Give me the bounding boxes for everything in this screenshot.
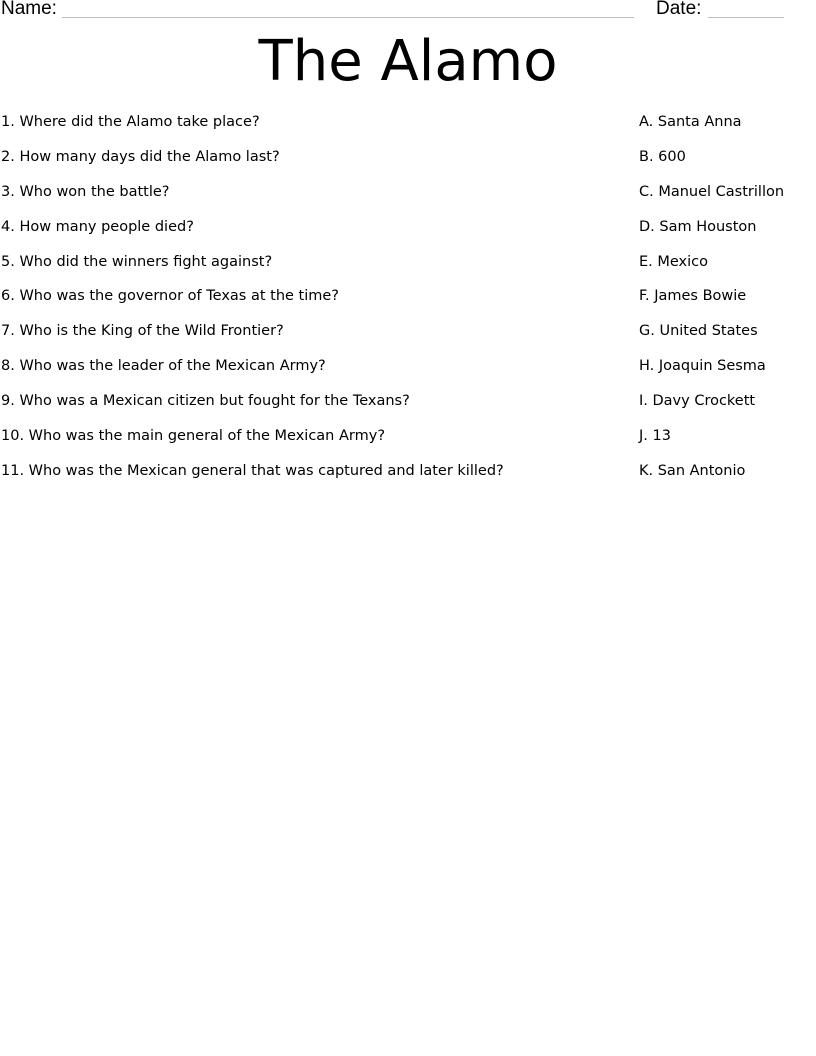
question: 1. Where did the Alamo take place?	[1, 114, 260, 130]
matching-row	[0, 112, 816, 147]
matching-row	[0, 461, 816, 496]
matching-row	[0, 252, 816, 287]
matching-row	[0, 391, 816, 426]
date-label: Date:	[656, 0, 702, 19]
question: 11. Who was the Mexican general that was captured and later killed?	[1, 462, 504, 479]
question: 2. How many days did the Alamo last?	[1, 148, 280, 165]
question: 7. Who is the King of the Wild Frontier?	[1, 323, 284, 340]
matching-row	[0, 321, 816, 356]
answer-option: C. Manuel Castrillon	[639, 183, 785, 200]
answer-option: B. 600	[639, 148, 686, 165]
question: 5. Who did the winners fight against?	[1, 253, 273, 270]
question: 10. Who was the main general of the Mexican Army?	[1, 428, 386, 445]
name-blank-line	[62, 17, 634, 18]
matching-row	[0, 426, 816, 461]
matching-row	[0, 356, 816, 391]
answer-option: G. United States	[639, 323, 758, 340]
worksheet-header	[0, 0, 816, 24]
answer-option: D. Sam Houston	[639, 218, 757, 235]
matching-list	[0, 112, 816, 496]
question: 9. Who was a Mexican citizen but fought for the Texans?	[1, 393, 410, 410]
matching-row	[0, 147, 816, 182]
question: 4. How many people died?	[1, 218, 194, 235]
answer-option: H. Joaquin Sesma	[639, 358, 766, 375]
page-title: The Alamo	[258, 29, 558, 94]
answer-option: I. Davy Crockett	[639, 393, 756, 410]
matching-row	[0, 286, 816, 321]
matching-row	[0, 217, 816, 252]
answer-option: J. 13	[639, 428, 671, 445]
answer-option: E. Mexico	[639, 253, 709, 270]
answer-option: F. James Bowie	[639, 288, 747, 305]
name-label: Name:	[1, 0, 57, 19]
question: 8. Who was the leader of the Mexican Army?	[1, 358, 326, 375]
matching-row	[0, 182, 816, 217]
answer-option: A. Santa Anna	[639, 114, 742, 130]
question: 6. Who was the governor of Texas at the time?	[1, 288, 339, 305]
question: 3. Who won the battle?	[1, 183, 170, 200]
answer-option: K. San Antonio	[639, 462, 746, 479]
date-blank-line	[708, 17, 784, 18]
